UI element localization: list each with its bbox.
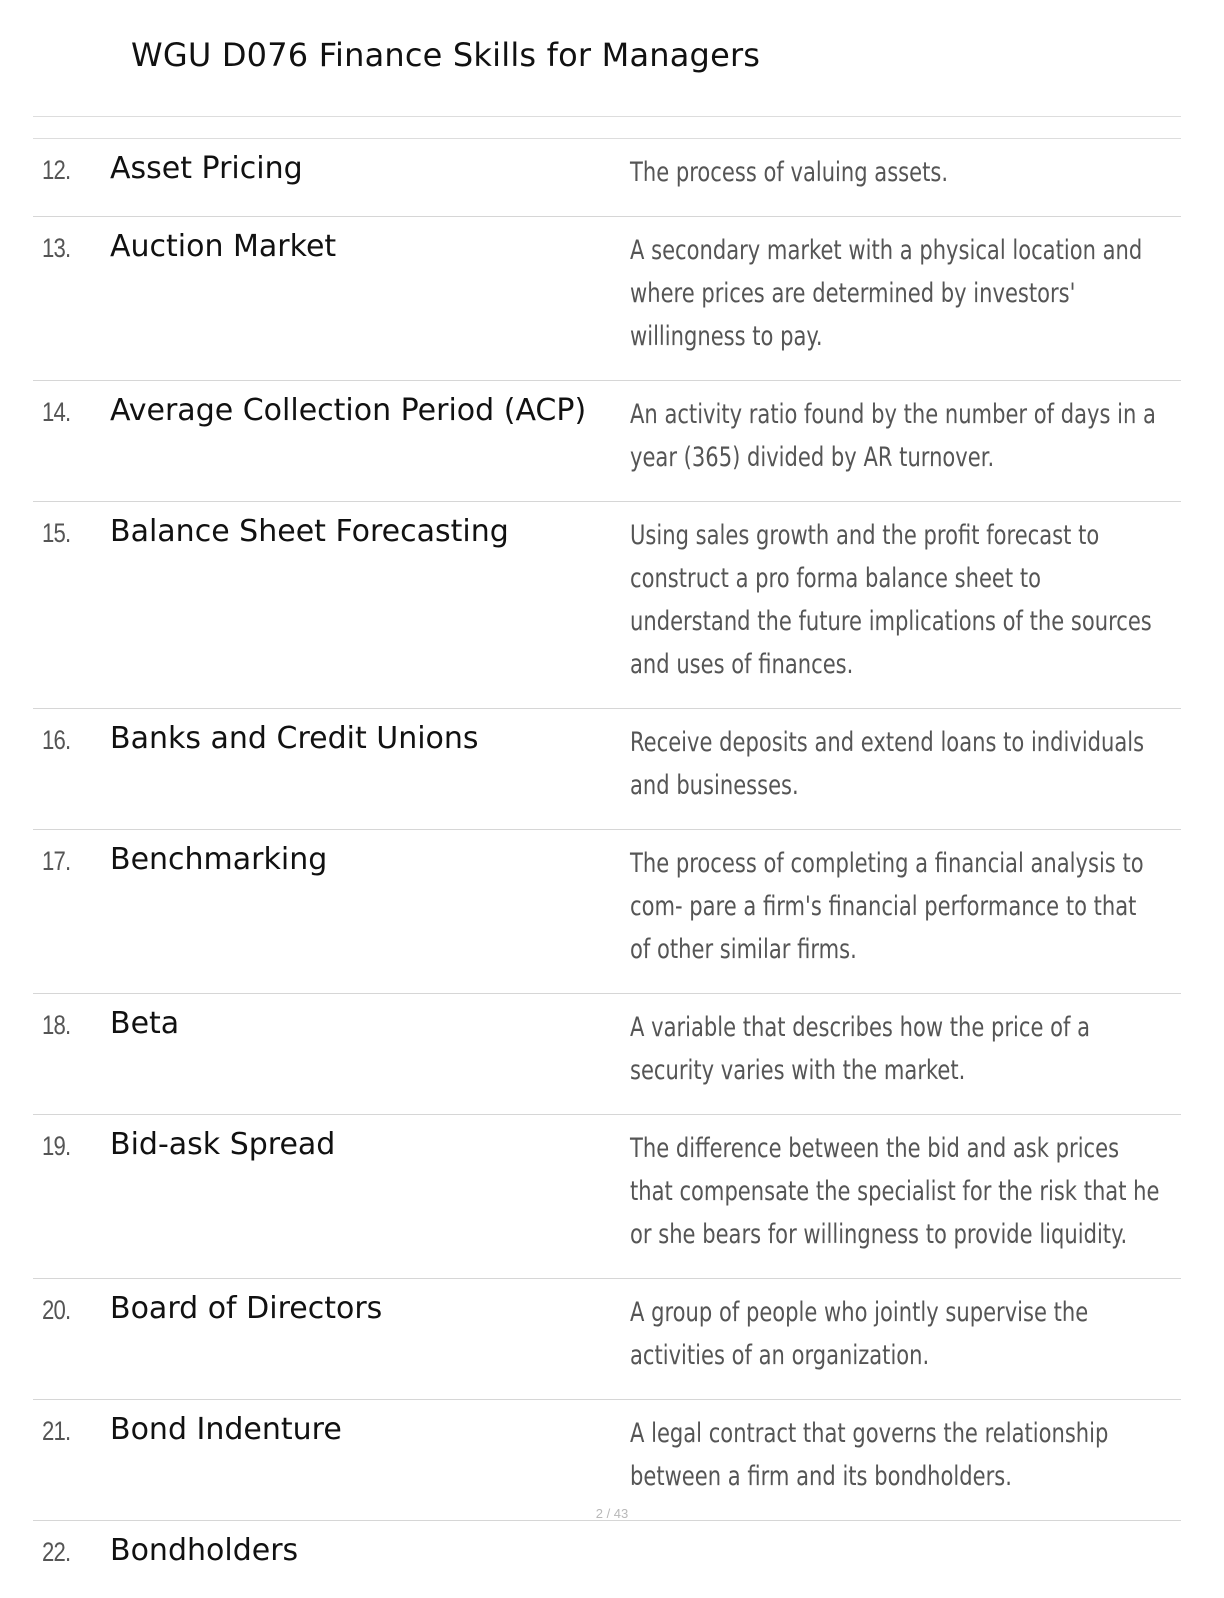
term-definition: A secondary market with a physical location and where prices are determined by investors' willingness to pay. — [630, 235, 1143, 352]
term-definition: The process of completing a financial analysis to com- pare a firm's financial performance to that of other similar firms. — [630, 848, 1144, 965]
term-number: 15. — [42, 518, 71, 548]
term-definition: Using sales growth and the profit forecast to construct a pro forma balance sheet to understand the future implications of the sources and uses of finances. — [630, 520, 1152, 680]
term-row-16 — [33, 709, 1181, 830]
term-name: Banks and Credit Unions — [110, 721, 479, 756]
page-title: WGU D076 Finance Skills for Managers — [131, 36, 761, 74]
term-name: Benchmarking — [110, 842, 328, 877]
term-row-15 — [33, 502, 1181, 709]
term-definition: Receive deposits and extend loans to individuals and businesses. — [630, 727, 1145, 801]
term-name: Asset Pricing — [110, 151, 303, 186]
term-name: Average Collection Period (ACP) — [110, 393, 587, 428]
term-name: Board of Directors — [110, 1291, 383, 1326]
term-number: 13. — [42, 233, 71, 263]
term-name: Balance Sheet Forecasting — [110, 514, 509, 549]
term-row-17 — [33, 830, 1181, 994]
term-row-21 — [33, 1400, 1181, 1521]
term-name: Bondholders — [110, 1533, 299, 1568]
term-row-20 — [33, 1279, 1181, 1400]
term-definition: The process of valuing assets. — [630, 157, 949, 188]
term-definition: An activity ratio found by the number of days in a year (365) divided by AR turnover. — [630, 399, 1156, 473]
terms-table — [33, 139, 1181, 1598]
term-name: Bid-ask Spread — [110, 1127, 336, 1162]
term-definition: The difference between the bid and ask prices that compensate the specialist for the risk that he or she bears for willingness to provide liquidity. — [630, 1133, 1160, 1250]
term-number: 14. — [42, 397, 71, 427]
term-row-18 — [33, 994, 1181, 1115]
term-row-12 — [33, 139, 1181, 217]
term-name: Auction Market — [110, 229, 337, 264]
term-definition: A group of people who jointly supervise the activities of an organization. — [630, 1297, 1089, 1371]
term-definition — [630, 1533, 1160, 1576]
page-indicator: 2 / 43 — [595, 1506, 629, 1521]
term-definition: A legal contract that governs the relationship between a firm and its bondholders. — [630, 1418, 1109, 1492]
term-number: 22. — [42, 1537, 71, 1567]
term-number: 12. — [42, 155, 71, 185]
term-row-22 — [33, 1521, 1181, 1598]
term-number: 21. — [42, 1416, 71, 1446]
term-number: 16. — [42, 725, 71, 755]
term-number: 17. — [42, 846, 71, 876]
term-number: 20. — [42, 1295, 71, 1325]
term-name: Bond Indenture — [110, 1412, 342, 1447]
term-row-19 — [33, 1115, 1181, 1279]
term-number: 18. — [42, 1010, 71, 1040]
term-number: 19. — [42, 1131, 71, 1161]
term-name: Beta — [110, 1006, 180, 1041]
term-row-13 — [33, 217, 1181, 381]
term-row-14 — [33, 381, 1181, 502]
header-divider — [33, 116, 1181, 117]
term-definition: A variable that describes how the price of a security varies with the market. — [630, 1012, 1091, 1086]
